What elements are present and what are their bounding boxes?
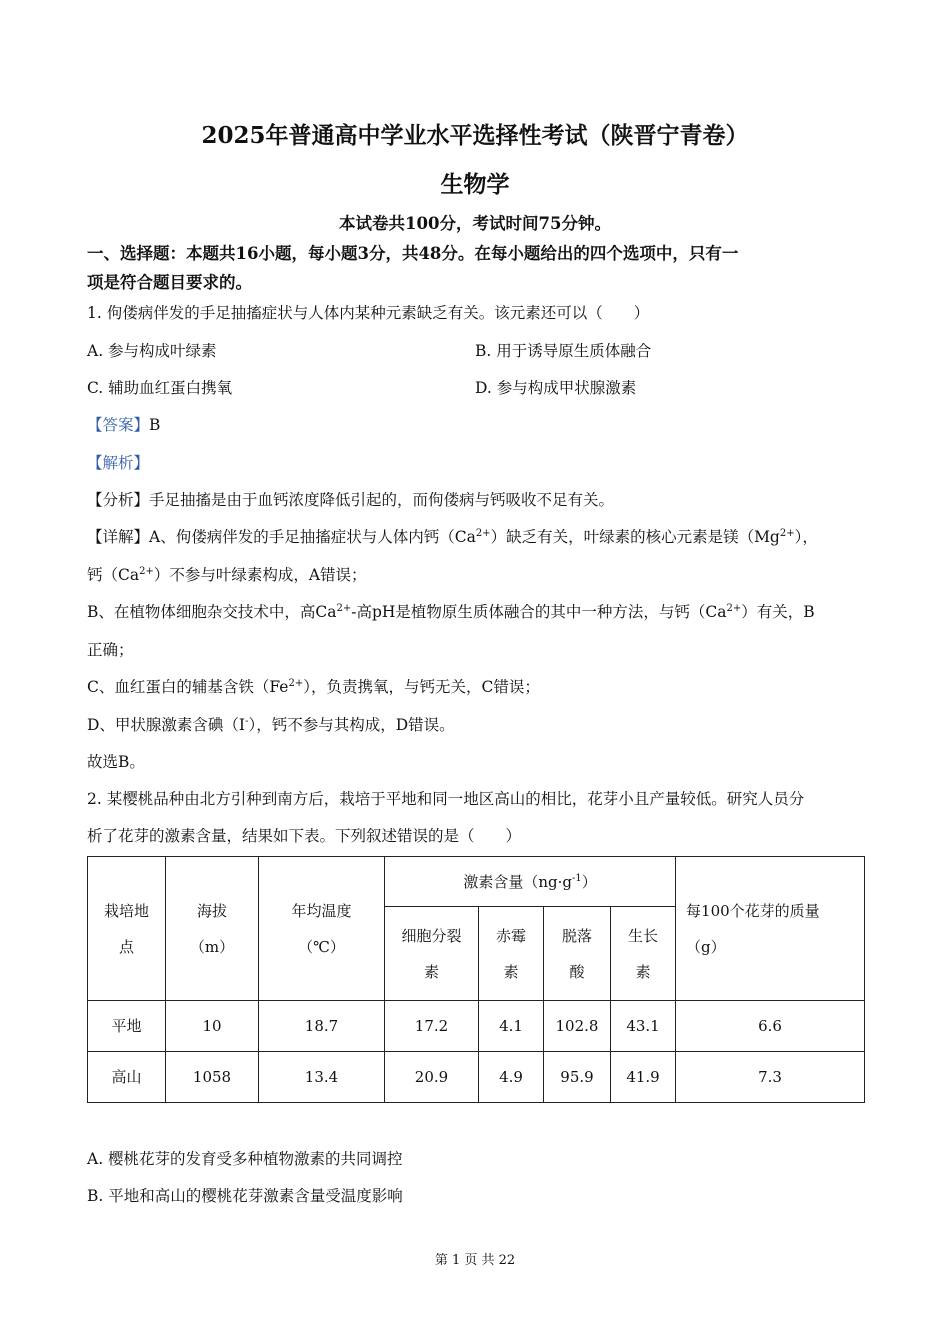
header-altitude [166, 857, 259, 1001]
superscript: 2+ [336, 602, 352, 614]
header-text: ） [581, 872, 597, 891]
detail-text: -高pH是植物原生质体融合的其中一种方法，与钙（Ca [351, 603, 727, 621]
q1-option-b: B. 用于诱导原生质体融合 [475, 342, 652, 360]
q1-answer [87, 415, 160, 435]
detail-text: ）有关，B [741, 603, 815, 621]
subject-title: 生物学 [440, 171, 510, 198]
q2-stem-line1: 2. 某樱桃品种由北方引种到南方后，栽培于平地和同一地区高山的相比，花芽小且产量较低。研究人员分 [87, 790, 805, 808]
table-cell: 4.1 [479, 1001, 544, 1052]
header-bud-mass [676, 857, 865, 1001]
table-row [88, 1052, 865, 1103]
detail-text: 钙（Ca [87, 566, 140, 584]
detail-text: ）缺乏有关，叶绿素的核心元素是镁（Mg [490, 528, 780, 546]
q2-stem-line2: 析了花芽的激素含量，结果如下表。下列叙述错误的是（ ） [87, 827, 522, 845]
table-row [88, 1001, 865, 1052]
header-hormone-content [385, 857, 676, 907]
q1-fenxi [87, 490, 614, 510]
detail-text: ），钙不参与其构成，D错误。 [248, 716, 455, 734]
table-cell: 17.2 [385, 1001, 479, 1052]
header-text: 赤霉 [495, 926, 526, 945]
section-heading-line1: 一、选择题：本题共16小题，每小题3分，共48分。在每小题给出的四个选项中，只有一 [87, 244, 739, 263]
q1-stem: 1. 佝偻病伴发的手足抽搐症状与人体内某种元素缺乏有关。该元素还可以（ ） [87, 304, 650, 322]
table-cell: 20.9 [385, 1052, 479, 1103]
fenxi-text: 手足抽搐是由于血钙浓度降低引起的，而佝偻病与钙吸收不足有关。 [149, 491, 615, 509]
header-text: 每100个花芽的质量 [686, 901, 820, 920]
table-cell: 95.9 [544, 1052, 611, 1103]
header-text: （g） [686, 937, 726, 956]
header-text: 脱落 [561, 926, 592, 945]
exam-info: 本试卷共100分，考试时间75分钟。 [339, 214, 611, 233]
q2-option-b: B. 平地和高山的樱桃花芽激素含量受温度影响 [87, 1187, 403, 1205]
detail-text: ）， [794, 528, 818, 546]
answer-tag: 【答案】 [87, 416, 150, 434]
detail-text: ）不参与叶绿素构成，A错误； [153, 566, 367, 584]
header-text: 素 [635, 962, 651, 981]
q2-option-a: A. 樱桃花芽的发育受多种植物激素的共同调控 [87, 1150, 403, 1168]
superscript: 2+ [779, 527, 795, 539]
header-text: 素 [503, 962, 519, 981]
superscript: 2+ [288, 677, 304, 689]
page-footer: 第 1 页 共 22 [434, 1253, 516, 1268]
q1-detail-line1 [87, 527, 818, 547]
header-text: 激素含量（ng·g [463, 872, 572, 891]
q1-detail-line5 [87, 677, 540, 697]
q1-option-a: A. 参与构成叶绿素 [87, 342, 217, 360]
detail-text: D、甲状腺激素含碘（I [87, 716, 246, 734]
table-cell: 4.9 [479, 1052, 544, 1103]
header-text: （℃） [298, 937, 345, 956]
q1-detail-line3 [87, 602, 815, 622]
header-text: 点 [118, 937, 134, 956]
table-cell: 7.3 [676, 1052, 865, 1103]
superscript: - [245, 715, 249, 727]
xiangjie-tag: 【详解】 [87, 528, 150, 546]
header-text: 海拔 [196, 901, 227, 920]
table-cell: 1058 [166, 1052, 259, 1103]
table-cell: 平地 [88, 1001, 166, 1052]
analysis-tag: 【解析】 [87, 454, 150, 472]
hormone-table [87, 856, 865, 1103]
header-text: 年均温度 [291, 901, 352, 920]
header-site [88, 857, 166, 1001]
detail-text: A、佝偻病伴发的手足抽搐症状与人体内钙（Ca [149, 528, 476, 546]
q1-detail-line6 [87, 715, 455, 735]
q1-conclusion: 故选B。 [87, 753, 145, 771]
table-cell: 高山 [88, 1052, 166, 1103]
answer-value: B [149, 416, 161, 434]
superscript: 2+ [726, 602, 742, 614]
header-text: 细胞分裂 [401, 926, 462, 945]
header-text: 素 [423, 962, 439, 981]
q1-option-d: D. 参与构成甲状腺激素 [475, 379, 637, 397]
header-gibberellin [479, 907, 544, 1001]
table-cell: 6.6 [676, 1001, 865, 1052]
header-text: 酸 [569, 962, 585, 981]
superscript: 2+ [139, 565, 154, 577]
header-text: （m） [189, 937, 235, 956]
section-heading-line2: 项是符合题目要求的。 [87, 273, 252, 292]
superscript: 2+ [475, 527, 491, 539]
header-auxin [611, 907, 676, 1001]
header-text: 生长 [628, 926, 659, 945]
table-cell: 10 [166, 1001, 259, 1052]
table-cell: 43.1 [611, 1001, 676, 1052]
superscript: -1 [571, 872, 582, 884]
table-cell: 18.7 [259, 1001, 385, 1052]
q1-detail-line2 [87, 565, 367, 585]
table-cell: 41.9 [611, 1052, 676, 1103]
header-temperature [259, 857, 385, 1001]
detail-text: ），负责携氧，与钙无关，C错误； [303, 678, 540, 696]
detail-text: B、在植物体细胞杂交技术中，高Ca [87, 603, 337, 621]
header-abscisic-acid [544, 907, 611, 1001]
header-text: 栽培地 [103, 901, 149, 920]
header-cytokinin [385, 907, 479, 1001]
fenxi-tag: 【分析】 [87, 491, 150, 509]
exam-title: 2025年普通高中学业水平选择性考试（陕晋宁青卷） [201, 122, 749, 149]
table-cell: 102.8 [544, 1001, 611, 1052]
q1-option-c: C. 辅助血红蛋白携氧 [87, 379, 233, 397]
q1-detail-line4: 正确； [87, 641, 134, 659]
detail-text: C、血红蛋白的辅基含铁（Fe [87, 678, 289, 696]
table-cell: 13.4 [259, 1052, 385, 1103]
